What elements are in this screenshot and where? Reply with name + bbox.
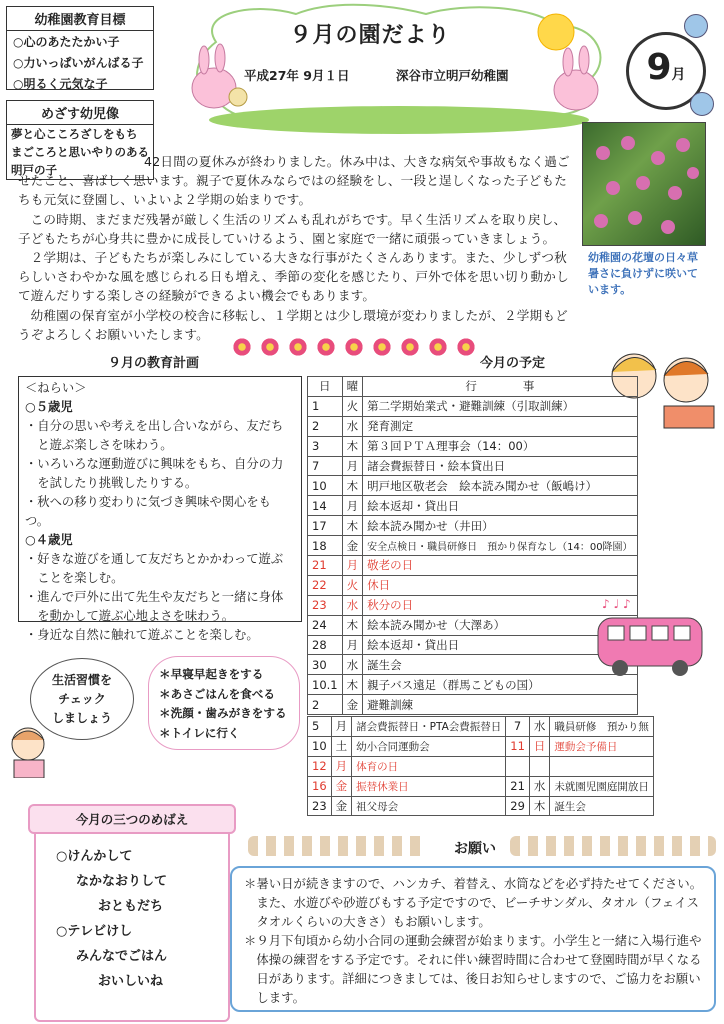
flower-icon bbox=[400, 337, 420, 357]
age5-heading: ○５歳児 bbox=[25, 400, 73, 414]
schedule-event: 誕生会 bbox=[363, 655, 637, 675]
flower-photo bbox=[582, 122, 706, 246]
schedule-weekday-2: 水 bbox=[529, 776, 550, 796]
schedule-event: 休日 bbox=[363, 575, 637, 595]
schedule-event: 絵本読み聞かせ（大澤あ） bbox=[363, 615, 637, 635]
header-weekday: 曜 bbox=[342, 377, 363, 397]
schedule-weekday: 月 bbox=[331, 756, 352, 776]
flower-icon bbox=[316, 337, 336, 357]
schedule-event: 敬老の日 bbox=[363, 556, 637, 576]
bubble-line: しましょう bbox=[51, 711, 112, 725]
bubble-line: 生活習慣を bbox=[51, 673, 112, 687]
flower-icon bbox=[260, 337, 280, 357]
habit-item: ＊早寝早起きをする bbox=[159, 667, 264, 681]
aim-item: を試したり挑戦したりする。 bbox=[25, 476, 198, 490]
schedule-row bbox=[308, 396, 638, 416]
schedule-day: 2 bbox=[308, 416, 343, 436]
ideal-line: まごころと思いやりのある bbox=[11, 145, 149, 159]
svg-text:♪ ♩ ♪: ♪ ♩ ♪ bbox=[602, 597, 631, 611]
schedule-day: 10 bbox=[308, 476, 343, 496]
caption-line: います。 bbox=[588, 283, 632, 296]
schedule-event: 避難訓練 bbox=[363, 695, 637, 715]
aim-item: ことを楽しむ。 bbox=[25, 571, 124, 585]
schedule-event: 秋分の日 bbox=[363, 595, 637, 615]
schedule-event: 絵本読み聞かせ（井田） bbox=[363, 516, 637, 536]
schedule-day-2 bbox=[506, 756, 530, 776]
photo-caption bbox=[588, 250, 712, 298]
schedule-day: 22 bbox=[308, 575, 343, 595]
aim-item: ・身近な自然に触れて遊ぶことを楽しむ。 bbox=[25, 628, 259, 642]
ideal-title: めざす幼児像 bbox=[7, 101, 153, 125]
ideal-line: 明戸の子 bbox=[11, 163, 57, 177]
schedule-day: 17 bbox=[308, 516, 343, 536]
schedule-weekday: 水 bbox=[342, 655, 363, 675]
schedule-event: 振替休業日 bbox=[352, 776, 506, 796]
bubble-line: チェック bbox=[58, 692, 106, 706]
schedule-day: 28 bbox=[308, 635, 343, 655]
schedule-day: 23 bbox=[308, 595, 343, 615]
schedule-weekday: 月 bbox=[342, 456, 363, 476]
mebae-line: なかなおりして bbox=[76, 874, 168, 889]
schedule-weekday: 月 bbox=[342, 556, 363, 576]
habit-checklist bbox=[148, 656, 300, 750]
schedule-row bbox=[308, 575, 638, 595]
mebae-line: おいしいね bbox=[98, 974, 164, 989]
schedule-day: 18 bbox=[308, 536, 343, 556]
mouse-icon bbox=[690, 92, 714, 116]
request-item: ＊９月下旬頃から幼小合同の運動会練習が始まります。小学生と一緒に入場行進や体操の練習をする予定です。それに伴い練習時間に合わせて登園時間が早くなる日があります。詳細につきましては、後日お知らせしますので、ご協力をお願いします。 bbox=[244, 933, 702, 1005]
aim-item: ・進んで戸外に出て先生や友だちと一緒に身体 bbox=[25, 590, 284, 604]
request-item: ＊暑い日が続きますので、ハンカチ、着替え、水筒などを必ず持たせてください。また、水遊びや砂遊びもする予定ですので、ビーチサンダル、タオル（フェイスタオルくらいの大きさ）もお願いします。 bbox=[244, 876, 703, 929]
schedule-weekday: 火 bbox=[342, 396, 363, 416]
schedule-row bbox=[308, 756, 654, 776]
aim-item: と遊ぶ楽しさを味わう。 bbox=[25, 438, 173, 452]
schedule-event: 安全点検日・職員研修日 預かり保育なし（14：00降園） bbox=[363, 536, 637, 556]
schedule-table-split bbox=[307, 716, 654, 816]
schedule-event: 絵本返却・貸出日 bbox=[363, 496, 637, 516]
schedule-day: 10 bbox=[308, 736, 332, 756]
header-event: 行 事 bbox=[363, 377, 637, 397]
aim-item: ・好きな遊びを通して友だちとかかわって遊ぶ bbox=[25, 552, 284, 566]
schedule-event-2: 職員研修 預かり無 bbox=[550, 717, 654, 737]
schedule-weekday: 金 bbox=[342, 536, 363, 556]
schedule-row bbox=[308, 476, 638, 496]
aim-item: を動かして遊ぶ心地よさを味わう。 bbox=[25, 609, 235, 623]
schedule-day: 12 bbox=[308, 756, 332, 776]
schedule-day: 2 bbox=[308, 695, 343, 715]
schedule-event: 第二学期始業式・避難訓練（引取訓練） bbox=[363, 396, 637, 416]
mebae-title: 今月の三つのめばえ bbox=[28, 804, 236, 834]
schedule-table bbox=[307, 376, 638, 715]
schedule-event: 発育測定 bbox=[363, 416, 637, 436]
aim-item: ・秋への移り変わりに気づき興味や関心をもつ。 bbox=[25, 495, 271, 528]
plan-title: ９月の教育計画 bbox=[108, 356, 200, 371]
goals-box bbox=[6, 6, 154, 90]
schedule-row bbox=[308, 456, 638, 476]
schedule-day: 24 bbox=[308, 615, 343, 635]
goal-item: ○心のあたたかい子 bbox=[13, 35, 120, 49]
request-header bbox=[248, 834, 718, 862]
schedule-row bbox=[308, 496, 638, 516]
schedule-day-2: 29 bbox=[506, 796, 530, 816]
flower-icon bbox=[344, 337, 364, 357]
schedule-weekday-2 bbox=[529, 756, 550, 776]
habit-item: ＊洗顔・歯みがきをする bbox=[159, 706, 287, 720]
caption-line: 暑さに負けずに咲いて bbox=[588, 267, 698, 280]
ideal-line: 夢と心こころざしをもち bbox=[11, 127, 138, 141]
schedule-row bbox=[308, 635, 638, 655]
schedule-day-2: 21 bbox=[506, 776, 530, 796]
schedule-weekday: 金 bbox=[342, 695, 363, 715]
schedule-row bbox=[308, 436, 638, 456]
mebae-scroll bbox=[34, 804, 230, 1022]
schedule-event: 第３回ＰＴＡ理事会（14：00） bbox=[363, 436, 637, 456]
flower-row bbox=[228, 337, 480, 361]
intro-paragraph: 幼稚園の保育室が小学校の校舎に移転し、１学期とは少し環境が変わりましたが、２学期もどうぞよろしくお願いいたします。 bbox=[18, 307, 568, 342]
schedule-event: 諸会費振替日・絵本貸出日 bbox=[363, 456, 637, 476]
school-name: 深谷市立明戸幼稚園 bbox=[396, 68, 509, 83]
sun-icon bbox=[538, 14, 574, 50]
schedule-row bbox=[308, 516, 638, 536]
schedule-event: 祖父母会 bbox=[352, 796, 506, 816]
mouse-icon bbox=[684, 14, 708, 38]
month-suffix: 月 bbox=[671, 67, 686, 83]
aim-item: ・自分の思いや考えを出し合いながら、友だち bbox=[25, 419, 284, 433]
schedule-weekday: 木 bbox=[342, 436, 363, 456]
girl-illustration bbox=[6, 722, 56, 778]
schedule-weekday-2: 木 bbox=[529, 796, 550, 816]
month-number: 9 bbox=[646, 47, 672, 88]
page-title: ９月の園だより bbox=[289, 23, 451, 48]
schedule-weekday: 木 bbox=[342, 675, 363, 695]
schedule-title: 今月の予定 bbox=[480, 356, 546, 371]
flower-icon bbox=[456, 337, 476, 357]
schedule-day: 3 bbox=[308, 436, 343, 456]
schedule-row bbox=[308, 695, 638, 715]
intro-paragraph: この時期、まだまだ残暑が厳しく生活のリズムも乱れがちです。早く生活リズムを取り戻し、子どもたちが心身共に豊かに成長していけるよう、園と家庭で一緒に頑張っていきましょう。 bbox=[18, 211, 567, 246]
decor-animals bbox=[248, 836, 428, 856]
schedule-row bbox=[308, 556, 638, 576]
age4-heading: ○４歳児 bbox=[25, 533, 73, 547]
schedule-event-2: 未就園児園庭開放日 bbox=[550, 776, 654, 796]
schedule-event: 幼小合同運動会 bbox=[352, 736, 506, 756]
schedule-weekday: 木 bbox=[342, 516, 363, 536]
mebae-line: ○けんかして bbox=[56, 849, 133, 864]
schedule-day: 10.1 bbox=[308, 675, 343, 695]
habit-item: ＊あさごはんを食べる bbox=[159, 686, 275, 701]
mebae-line: おともだち bbox=[98, 899, 164, 914]
decor-animals bbox=[510, 836, 716, 856]
schedule-weekday: 月 bbox=[342, 496, 363, 516]
schedule-day: 14 bbox=[308, 496, 343, 516]
schedule-row bbox=[308, 736, 654, 756]
schedule-weekday: 金 bbox=[331, 796, 352, 816]
bus-illustration bbox=[592, 588, 710, 684]
schedule-weekday: 月 bbox=[342, 635, 363, 655]
schedule-weekday: 水 bbox=[342, 416, 363, 436]
schedule-day: 23 bbox=[308, 796, 332, 816]
goals-title: 幼稚園教育目標 bbox=[7, 7, 153, 31]
mebae-line: みんなでごはん bbox=[76, 949, 168, 964]
flower-icon bbox=[428, 337, 448, 357]
schedule-day-2: 7 bbox=[506, 717, 530, 737]
schedule-day: 1 bbox=[308, 396, 343, 416]
flower-icon bbox=[232, 337, 252, 357]
schedule-row bbox=[308, 536, 638, 556]
schedule-weekday: 木 bbox=[342, 476, 363, 496]
schedule-day: 16 bbox=[308, 776, 332, 796]
schedule-row bbox=[308, 595, 638, 615]
schedule-weekday: 火 bbox=[342, 575, 363, 595]
schedule-event: 諸会費振替日・PTA会費振替日 bbox=[352, 717, 506, 737]
intro-paragraph: ２学期は、子どもたちが楽しみにしている大きな行事がたくさんあります。また、少しずつ秋らしいさわやかな風を感じられる日も増え、季節の変化を感じたり、戸外で体を思い切り動かして遊んだりする楽しさの経験ができるよい機会でもあります。 bbox=[18, 250, 569, 304]
schedule-event: 明戸地区敬老会 絵本読み聞かせ（飯嶋け） bbox=[363, 476, 637, 496]
schedule-event: 親子バス遠足（群馬こどもの国） bbox=[363, 675, 637, 695]
schedule-weekday: 月 bbox=[331, 717, 352, 737]
schedule-day: 5 bbox=[308, 717, 332, 737]
issue-date: 平成27年 9月１日 bbox=[244, 68, 350, 83]
schedule-day: 7 bbox=[308, 456, 343, 476]
header-day: 日 bbox=[308, 377, 343, 397]
schedule-header-row bbox=[308, 377, 638, 397]
schedule-day: 21 bbox=[308, 556, 343, 576]
goal-item: ○力いっぱいがんばる子 bbox=[13, 56, 144, 70]
aim-item: ・いろいろな運動遊びに興味をもち、自分の力 bbox=[25, 457, 284, 471]
habit-item: ＊トイレに行く bbox=[159, 725, 240, 740]
schedule-weekday-2: 日 bbox=[529, 736, 550, 756]
schedule-row bbox=[308, 776, 654, 796]
schedule-row bbox=[308, 717, 654, 737]
schedule-weekday: 水 bbox=[342, 595, 363, 615]
schedule-weekday: 土 bbox=[331, 736, 352, 756]
schedule-row bbox=[308, 615, 638, 635]
schedule-weekday-2: 水 bbox=[529, 717, 550, 737]
schedule-day: 30 bbox=[308, 655, 343, 675]
intro-text bbox=[18, 152, 578, 344]
schedule-row bbox=[308, 796, 654, 816]
plan-box bbox=[18, 376, 302, 642]
flower-icon bbox=[288, 337, 308, 357]
schedule-event-2: 誕生会 bbox=[550, 796, 654, 816]
intro-paragraph: 42日間の夏休みが終わりました。休み中は、大きな病気や事故もなく過ごせたこと、喜ばしく思います。親子で夏休みならではの経験をし、一段と逞しくなった子どもたちも元気に登園し、いよいよ２学期の始まりです。 bbox=[18, 154, 570, 208]
schedule-row bbox=[308, 416, 638, 436]
schedule-event-2 bbox=[550, 756, 654, 776]
request-box bbox=[230, 866, 716, 1012]
caption-line: 幼稚園の花壇の日々草 bbox=[588, 251, 698, 264]
schedule-event: 体育の日 bbox=[352, 756, 506, 776]
schedule-event-2: 運動会予備日 bbox=[550, 736, 654, 756]
schedule-row bbox=[308, 655, 638, 675]
goal-item: ○明るく元気な子 bbox=[13, 77, 108, 91]
schedule-event: 絵本返却・貸出日 bbox=[363, 635, 637, 655]
mebae-line: ○テレビけし bbox=[56, 924, 133, 939]
schedule-weekday: 金 bbox=[331, 776, 352, 796]
request-title: お願い bbox=[454, 841, 496, 857]
aim-label: ＜ねらい＞ bbox=[25, 381, 87, 395]
schedule-day-2: 11 bbox=[506, 736, 530, 756]
schedule-weekday: 木 bbox=[342, 615, 363, 635]
schedule-row bbox=[308, 675, 638, 695]
flower-icon bbox=[372, 337, 392, 357]
